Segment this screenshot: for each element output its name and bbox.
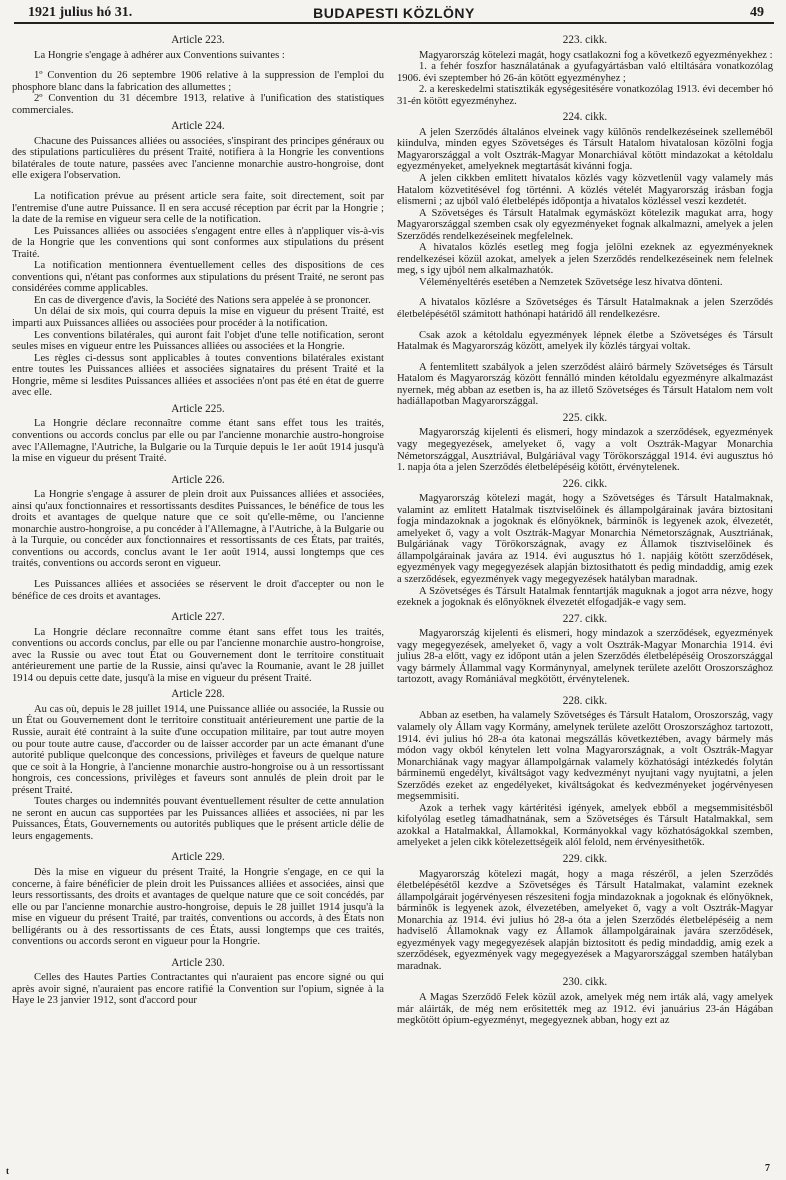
paragraph: A jelen Szerződés általános elveinek vagy különös rendelkezéseinek szelleméből kiindulva, minden egyes Szövetséges és Társult Hatalom hivatalosan közölni fogja Magyarországgal a volt Osztrák-Magyar Monarchiával kötött mindazokat a kétoldalu egyezményeket, amelyeknek megtartását kivánni fogja. — [397, 126, 773, 173]
paragraph: La notification prévue au présent article sera faite, soit directement, soit par l'entremise d'une autre Puissance. Il en sera accusé réception par écrit par la Hongrie ; la date de la remise en vigueur sera celle de la notification. — [12, 191, 384, 226]
paragraph: Abban az esetben, ha valamely Szövetséges és Társult Hatalom, Oroszország, vagy valamely oly Állam vagy Kormány, amelynek területe azelőtt Oroszországhoz tartozott, 1914. évi julius hó 28-a óta katonai megszállás következtében, avagy bármely más módon vagy okból kénytelen lett volna Magyarországnak, a volt Osztrák-Magyar Monarchiának vagy magyar állampolgárnak valamely közhatósági intézkedés folytán bárminemü engedélyt, kiváltságot vagy kedvezményt nyujtani vagy nyujtatni, a jelen Szerződés ezeket az engedélyeket, kiváltságokat és kedvezményeket jogérvényesen megsemmisiti. — [397, 710, 773, 803]
paragraph: En cas de divergence d'avis, la Société des Nations sera appelée à se prononcer. — [34, 294, 371, 306]
paragraph: Magyarország kijelenti és elismeri, hogy mindazok a szerződések, egyezmények vagy megegyezések, amelyeket ő, vagy a volt Osztrák-Magyar Monarchia 1914. évi julius 28-a előtt, vagy ez időpont után a jelen Szerződés életbelépéséig Oroszországgal vagy bármely Állammal vagy Kormánynyal, amelynek területe azelőtt Oroszországhoz tartozott, avagy Romániával megkötött, érvénytelenek. — [397, 628, 773, 686]
printer-signature-mark: 7 — [765, 1163, 770, 1174]
paragraph: Un délai de six mois, qui courra depuis la mise en vigueur du présent Traité, est imparti aux Puissances alliées ou associées pour procéder à la notification. — [12, 306, 384, 330]
paragraph: La notification mentionnera éventuellement celles des dispositions de ces conventions qui, n'étant pas conformes aux stipulations du présent Traité, ne seront pas considérées comme applicables. — [12, 260, 384, 295]
paragraph: A Szövetséges és Társult Hatalmak egymásközt kötelezik magukat arra, hogy Magyarországgal szemben csak oly egyezményeket fognak alkalmazni, amelyek a jelen Szerződés rendelkezéseinek megfelelnek. — [397, 207, 773, 242]
paragraph: Véleményeltérés esetében a Nemzetek Szövetsége lesz hivatva dönteni. — [419, 276, 723, 288]
page-number: 49 — [750, 5, 764, 20]
paragraph: La Hongrie s'engage à adhérer aux Conventions suivantes : — [34, 49, 285, 61]
article-heading: 224. cikk. — [562, 111, 608, 124]
paragraph: 1. a fehér foszfor használatának a gyufagyártásban való eltiltására vonatkozólag 1906. évi szeptember hó 26-án kötött egyezményhez ; — [397, 61, 773, 84]
article-heading: 225. cikk. — [562, 411, 608, 424]
publication-title: BUDAPESTI KÖZLÖNY — [313, 5, 475, 21]
article-heading: Article 229. — [171, 851, 225, 864]
paragraph: La Hongrie déclare reconnaître comme étant sans effet tous les traités, conventions ou accords conclus par elle ou par l'ancienne monarchie austro-hongroise avec l'Allemagne, l'Autriche, la Bulgarie ou la Turquie depuis le 1er août 1914 jusqu'à la mise en vigueur du présent Traité. — [12, 418, 384, 465]
article-heading: Article 230. — [171, 956, 225, 969]
paragraph: Les Puissances alliées ou associées s'engagent entre elles à n'appliquer vis-à-vis de la Hongrie que les conventions qui sont conformes aux stipulations du présent Traité. — [12, 225, 384, 260]
article-heading: Article 224. — [171, 120, 225, 133]
paragraph: Csak azok a kétoldalu egyezmények lépnek életbe a Szövetséges és Társult Hatalmak és Magyarország között, amelyek ily közlés tárgyai voltak. — [397, 329, 773, 353]
page-header — [14, 2, 774, 24]
paragraph: A jelen cikkben emlitett hivatalos közlés vagy közvetlenül vagy valamely más Hatalom közvetitésével fog történni. A közlés vételét Magyarország irásban fogja elismerni ; az ujból való életbelépés időpontja a hivatalos közléssel veszi kezdetét. — [397, 173, 773, 208]
hungarian-text-column — [397, 30, 773, 1027]
paragraph: La Hongrie déclare reconnaître comme étant sans effet tous les traités, conventions ou accords conclus, par elle ou par l'ancienne monarchie austro-hongroise, avec la Russie ou avec tout État ou Gouvernement dont le territoire constituait antérieurement une partie de la Russie, ainsi qu'avec la Roumanie, avant le 28 juillet 1914 ou depuis cette date, jusqu'à la mise en vigueur du présent Traité. — [12, 626, 384, 684]
header-date: 1921 julius hó 31. — [28, 5, 133, 20]
paragraph: Magyarország kötelezi magát, hogy a Szövetséges és Társult Hatalmaknak, valamint az emlitett Hatalmak tisztviselőinek és állampolgárainak javára biztositani fogja mindazoknak a jogoknak és előnyöknek, bárminők is legyenek azok, élvezetét, amelyeket ő, vagy a volt Osztrák-Magyar Monarchia Németországnak, Ausztriának, Bulgáriának vagy Törökországnak, avagy ez Államok tisztviselőinek és állampolgárainak javára az 1914. évi augusztus hó 1. napjáig kötött szerződések, egyezmények vagy megegyezések alapján biztosithatott és pedig mindaddig, amig ezek a szerződések, egyezmények vagy megegyezések hatályban maradnak. — [397, 493, 773, 585]
paragraph: Les conventions bilatérales, qui auront fait l'objet d'une telle notification, seront seules mises en vigueur entre les Puissances alliées ou associées et la Hongrie. — [12, 329, 384, 353]
margin-mark: t — [6, 1166, 9, 1176]
paragraph: Magyarország kötelezi magát, hogy a maga részéről, a jelen Szerződés életbelépésétől kezdve a Szövetséges és Társult Hatalmakat, valamint ezeknek állampolgárait jogérvényesen részesiteni fogja mindazoknak a jogoknak és előnyöknek, bárminők is legyenek azok, élvezetében, amelyeket ő, vagy a volt Osztrák-Magyar Monarchia az 1914. évi julius hó 28-a óta a jelen Szerződés életbelépéséig a nem hadviselő Államoknak vagy ez Államok állampolgárainak javára szerződések, egyezmények vagy megegyezések alapján biztositott és pedig mindaddig, amig ezek a szerződések, egyezmények vagy megegyezések a Magyarországgal szemben hatályban maradnak. — [397, 868, 773, 972]
paragraph: Magyarország kötelezi magát, hogy csatlakozni fog a következő egyezményekhez : — [419, 49, 773, 61]
article-heading: 228. cikk. — [562, 694, 608, 707]
article-heading: 223. cikk. — [562, 34, 608, 46]
french-text-column — [12, 30, 384, 1007]
paragraph: A Magas Szerződő Felek közül azok, amelyek még nem irták alá, vagy amelyek már aláirták, de még nem erősitették meg az 1912. évi januárius 23-án Hágában megkötött ópium-egyezményt, megegyeznek abban, hogy ezt az — [397, 992, 773, 1027]
paragraph: Celles des Hautes Parties Contractantes qui n'auraient pas encore signé ou qui après avoir signé, n'auraient pas encore ratifié la Convention sur l'opium, signée à la Haye le 23 janvier 1912, sont d'accord pour — [12, 972, 384, 1007]
article-heading: Article 226. — [171, 473, 225, 486]
article-heading: 226. cikk. — [562, 477, 608, 490]
paragraph: Azok a terhek vagy kártéritési igények, amelyek ebből a megsemmisitésből kifolyólag esetleg támadhatnának, sem a Szövetséges és Társult Hatalmakkal, sem azokkal a Hatalmakkal, Államokkal, Kormányokkal vagy közhatóságokkal szemben, amelyeket a jelen cikk kötelezettségeik alól felold, nem érvényesithetők. — [397, 802, 773, 849]
article-heading: 227. cikk. — [562, 612, 608, 625]
paragraph: A fentemlitett szabályok a jelen szerződést aláiró bármely Szövetséges és Társult Hatalom és Magyarország között fennálló minden kétoldalu egyezményre alkalmazást nyernek, még abban az esetben is, ha az illető Szövetséges és Társult Hatalom nem volt hadiállapotban Magyarországgal. — [397, 361, 773, 408]
paragraph: Magyarország kijelenti és elismeri, hogy mindazok a szerződések, egyezmények vagy megegyezések, amelyeket ő, vagy a volt Osztrák-Magyar Monarchia Németországgal, Ausztriával, Bulgáriával vagy Törökországgal 1914. évi augusztus hó 1. napja óta a jelen Szerződés életbelépéséig kötött, érvénytelenek. — [397, 427, 773, 474]
paragraph: Toutes charges ou indemnités pouvant éventuellement résulter de cette annulation ne seront en aucun cas supportées par les Puissances alliées et associées, ni par les Puissances, États, Gouvernements ou autorités publiques que le présent article délie de leurs engagements. — [12, 796, 384, 842]
paragraph: Au cas où, depuis le 28 juillet 1914, une Puissance alliée ou associée, la Russie ou un État ou Gouvernement dont le territoire constituait antérieurement une partie de la Russie, aurait été contraint à la suite d'une occupation militaire, par tout autre moyen ou pour toute autre cause, d'accorder ou de laisser accorder par un acte émanant d'une autorité publique quelconque des concessions, privilèges et faveurs de quelque nature que ce soit à la Hongrie, à l'ancienne monarchie austro-hongroise ou à un ressortissant hongrois, ces concessions, privilèges et faveurs sont annulés de plein droit par le présent Traité. — [12, 703, 384, 796]
article-heading: Article 225. — [171, 402, 225, 415]
paragraph: A hivatalos közlésre a Szövetséges és Társult Hatalmaknak a jelen Szerződés életbelépésétől számitott hathónapi határidő áll rendelkezésre. — [397, 297, 773, 321]
article-heading: 230. cikk. — [562, 976, 608, 989]
paragraph: Les Puissances alliées et associées se réservent le droit d'accepter ou non le bénéfice de ces droits et avantages. — [12, 578, 384, 602]
paragraph: A Szövetséges és Társult Hatalmak fenntartják maguknak a jogot arra nézve, hogy ezeknek a jogoknak és előnyöknek élvezetét elfogadják-e vagy sem. — [397, 585, 773, 609]
paragraph: 1º Convention du 26 septembre 1906 relative à la suppression de l'emploi du phosphore blanc dans la fabrication des allumettes ; — [12, 70, 384, 93]
article-heading: Article 223. — [171, 34, 225, 46]
paragraph: 2º Convention du 31 décembre 1913, relative à l'unification des statistiques commerciales. — [12, 93, 384, 116]
paragraph: Chacune des Puissances alliées ou associées, s'inspirant des principes généraux ou des stipulations particulières du présent Traité, notifiera à la Hongrie les conventions bilatérales de toute nature, passées avec l'ancienne monarchie austro-hongroise, dont elle exigera l'observation. — [12, 135, 384, 182]
paragraph: Dès la mise en vigueur du présent Traité, la Hongrie s'engage, en ce qui la concerne, à faire bénéficier de plein droit les Puissances alliées et associées, ainsi que leurs ressortissants, des droits et avantages de quelque nature que ce soit concédés, par elle ou par l'ancienne monarchie austro-hongroise, depuis le 28 juillet 1914 jusqu'à la mise en vigueur du présent Traité, par traités, conventions ou accords, à des États non belligérants ou à des ressortissants de ces États, aussi longtemps que ces traités, conventions ou accords seront en vigueur pour la Hongrie. — [12, 867, 384, 948]
article-heading: Article 228. — [171, 688, 225, 701]
article-heading: 229. cikk. — [562, 853, 608, 865]
paragraph: 2. a kereskedelmi statisztikák egységesitésére vonatkozólag 1913. évi december hó 31-én kötött egyezményhez. — [397, 84, 773, 107]
paragraph: Les règles ci-dessus sont applicables à toutes conventions bilatérales existant entre toutes les Puissances alliées et associées signataires du présent Traité et la Hongrie, même si lesdites Puissances alliées et associées n'ont pas été en état de guerre avec elle. — [12, 352, 384, 399]
paragraph: A hivatalos közlés esetleg meg fogja jelölni ezeknek az egyezményeknek rendelkezései közül azokat, amelyek a jelen Szerződés rendelkezéseinek nem felelnek meg, s igy ujból nem alkalmazhatók. — [397, 242, 773, 277]
article-heading: Article 227. — [171, 611, 225, 624]
paragraph: La Hongrie s'engage à assurer de plein droit aux Puissances alliées et associées, ainsi qu'aux fonctionnaires et ressortissants desdites Puissances, le bénéfice de tous les droits et avantages de quelque nature que ce soit qu'elle-même, ou l'ancienne monarchie austro-hongroise, a pu concéder à l'Allemagne, à l'Autriche, à la Bulgarie ou à la Turquie, ou concéder aux fonctionnaires et ressortissants de ces États, par traités, conventions ou accords, conclus avant le 1er août 1914, aussi longtemps que ces traités, conventions ou accords seront en vigueur. — [12, 489, 384, 570]
